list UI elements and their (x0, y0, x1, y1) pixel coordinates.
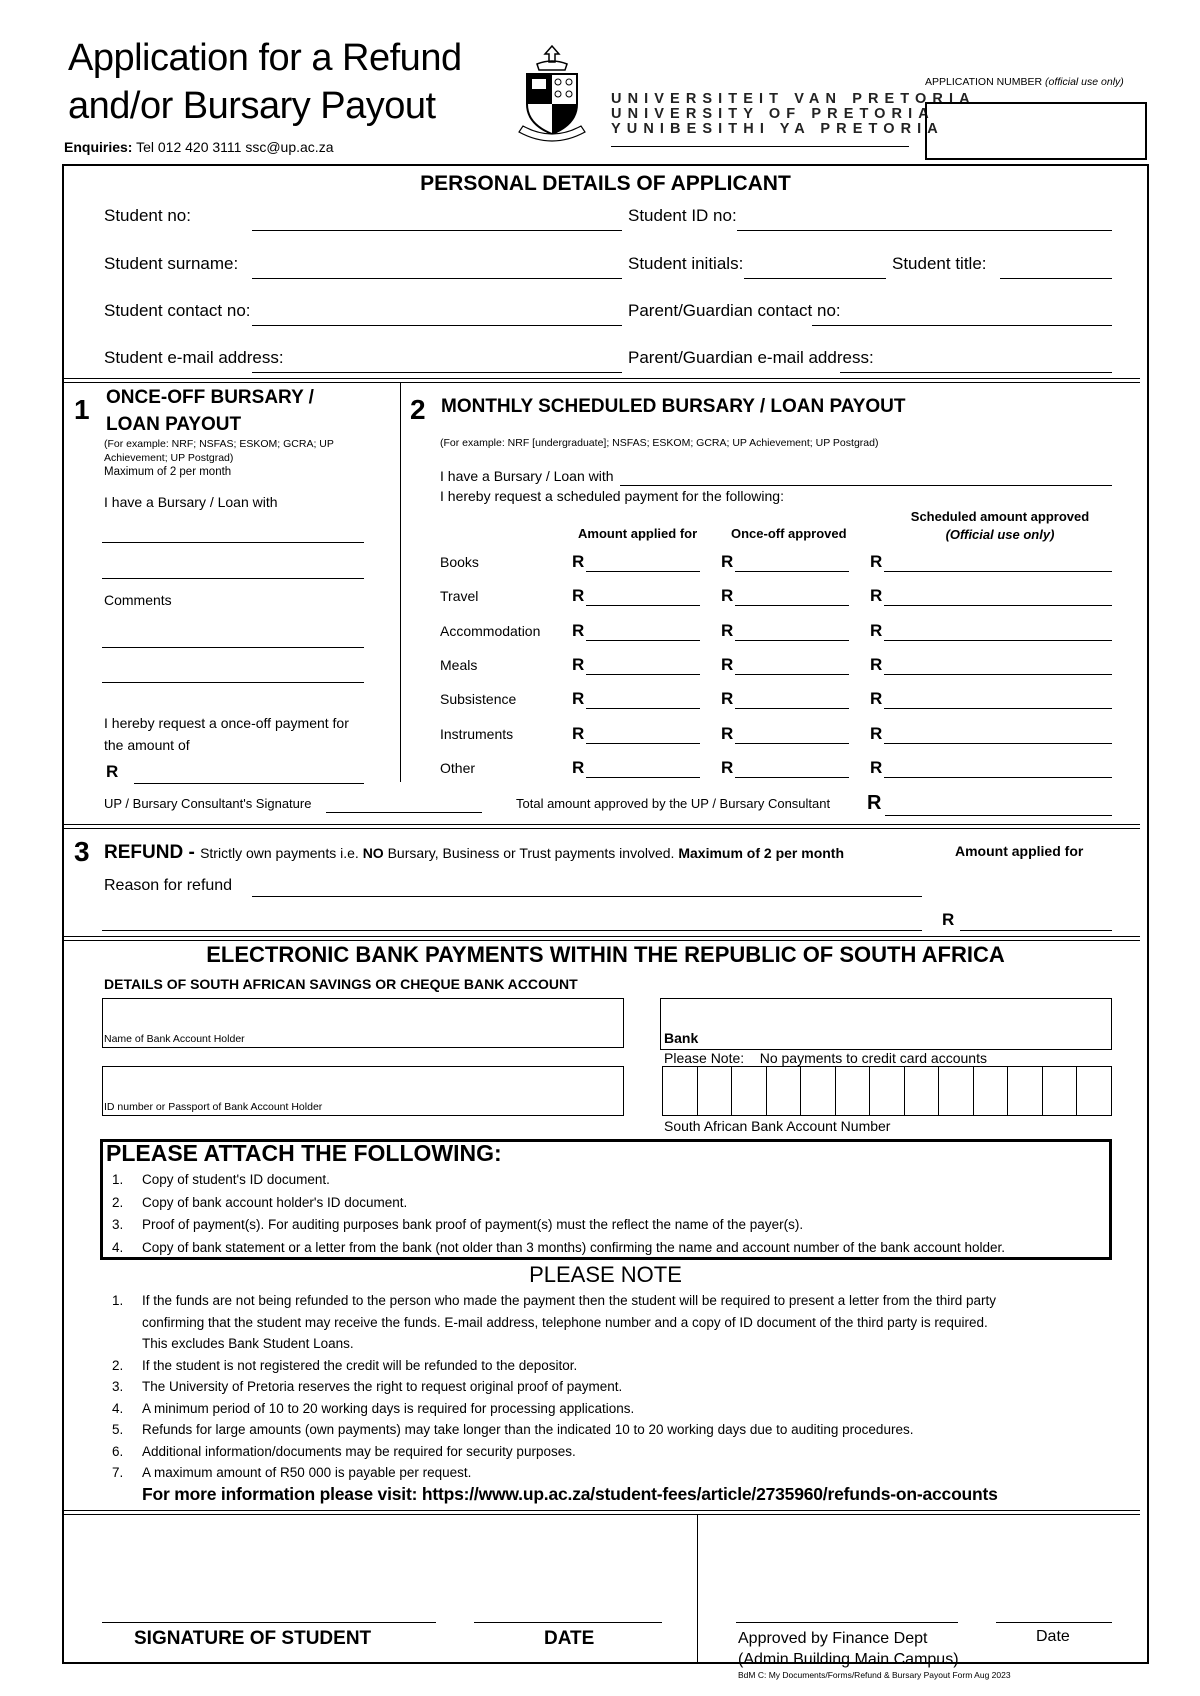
form-title-line1: Application for a Refund (68, 37, 462, 79)
scheduled-row-label: Accommodation (440, 623, 541, 639)
currency-symbol: R (572, 724, 585, 743)
contact-field[interactable] (252, 325, 622, 326)
note-item-number: 2. (112, 1357, 124, 1373)
note-item-text: If the funds are not being refunded to the person who made the payment then the student will be required to present a letter from the third party (142, 1293, 997, 1308)
university-name-sepedi: YUNIBESITHI YA PRETORIA (611, 121, 944, 137)
note-item (112, 1355, 996, 1377)
account-number-digit-box[interactable] (836, 1067, 871, 1115)
attach-item-text: Copy of bank statement or a letter from the bank (not older than 3 months) confirming the name and account number of the bank account holder. (142, 1239, 1005, 1255)
note-item-text: This excludes Bank Student Loans. (142, 1336, 354, 1351)
note-item (112, 1462, 996, 1484)
section1-bursary-field-1[interactable] (102, 542, 364, 543)
personal-details-heading: PERSONAL DETAILS OF APPLICANT (420, 172, 791, 195)
currency-symbol: R (572, 586, 585, 605)
scheduled-approved-field[interactable] (884, 743, 1112, 744)
note-item-number: 6. (112, 1443, 124, 1459)
section2-total-label: Total amount approved by the UP / Bursary Consultant (516, 796, 831, 811)
university-name-afrikaans: UNIVERSITEIT VAN PRETORIA (611, 91, 976, 107)
section1-request: I hereby request a once-off payment for the amount of (104, 715, 349, 753)
attach-item-number: 4. (112, 1239, 124, 1255)
attach-item (112, 1192, 1005, 1215)
account-number-boxes (662, 1066, 1112, 1116)
footer-divider (697, 1514, 698, 1664)
currency-symbol: R (870, 689, 883, 708)
attach-item-text: Copy of student's ID document. (142, 1172, 330, 1187)
note-item-text: A minimum period of 10 to 20 working days is required for processing applications. (142, 1400, 635, 1416)
surname-field[interactable] (252, 278, 622, 279)
enquiries-value: Tel 012 420 3111 ssc@up.ac.za (136, 139, 334, 155)
currency-symbol: R (721, 655, 734, 674)
col-scheduled-approved: Scheduled amount approved (Official use only) (910, 509, 1090, 542)
enquiries (64, 139, 333, 155)
currency-symbol: R (572, 758, 585, 777)
account-number-digit-box[interactable] (663, 1067, 698, 1115)
attach-item-number: 2. (112, 1194, 124, 1210)
section-divider (62, 1510, 1140, 1515)
currency-symbol: R (721, 689, 734, 708)
scheduled-row-label: Subsistence (440, 691, 517, 707)
bank-heading: ELECTRONIC BANK PAYMENTS WITHIN THE REPUBLIC OF SOUTH AFRICA (206, 942, 1005, 967)
finance-date-label: Date (1036, 1628, 1070, 1645)
scheduled-row-label: Other (440, 760, 476, 776)
section-divider (62, 936, 1140, 941)
section2-request: I hereby request a scheduled payment for the following: (440, 488, 784, 504)
note-item-number: 7. (112, 1465, 124, 1480)
account-holder-name-label: Name of Bank Account Holder (104, 1033, 245, 1045)
currency-symbol: R (870, 724, 883, 743)
title-label: Student title: (892, 254, 987, 273)
application-number-label: APPLICATION NUMBER (official use only) (925, 76, 1124, 88)
currency-symbol: R (721, 552, 734, 571)
section1-comments-label: Comments (104, 592, 172, 608)
attach-item-number: 3. (112, 1217, 124, 1232)
surname-label: Student surname: (104, 254, 239, 273)
currency-symbol: R (870, 621, 883, 640)
university-name (611, 92, 976, 137)
account-number-digit-box[interactable] (974, 1067, 1009, 1115)
section-divider (62, 378, 1140, 383)
section3-amount-applied: Amount applied for (955, 843, 1084, 859)
currency-symbol: R (721, 724, 734, 743)
scheduled-row-label: Instruments (440, 726, 514, 742)
note-item-text: confirming that the student may receive the funds. E-mail address, telephone number and a copy of ID document of the third party is required. (142, 1314, 988, 1330)
section1-currency: R (106, 762, 119, 781)
scheduled-row-label: Books (440, 554, 479, 570)
form-title (68, 34, 462, 130)
section1-signature-field[interactable] (326, 812, 482, 813)
section1-amount-field[interactable] (134, 783, 364, 784)
email-field[interactable] (252, 372, 622, 373)
section3-currency: R (942, 910, 955, 929)
once-off-approved-field[interactable] (735, 743, 849, 744)
col-once-off-approved: Once-off approved (731, 526, 847, 541)
attach-item (112, 1169, 1005, 1192)
finance-approval-field[interactable] (736, 1622, 958, 1623)
scheduled-approved-field[interactable] (884, 777, 1112, 778)
form-title-line2: and/or Bursary Payout (68, 85, 436, 127)
scheduled-row-label: Meals (440, 657, 478, 673)
note-item-number: 1. (112, 1293, 124, 1308)
section1-example: (For example: NRF; NSFAS; ESKOM; GCRA; UP Achievement; UP Postgrad) Maximum of 2 per month (104, 438, 334, 478)
parent-email-label: Parent/Guardian e-mail address: (628, 348, 874, 367)
more-info: For more information please visit: https://www.up.ac.za/student-fees/article/2735960/refunds-on-accounts (142, 1484, 998, 1504)
note-item-number: 5. (112, 1422, 124, 1437)
account-number-digit-box[interactable] (905, 1067, 940, 1115)
student-date-field[interactable] (474, 1622, 662, 1623)
currency-symbol: R (721, 758, 734, 777)
parent-email-field[interactable] (840, 372, 1112, 373)
account-number-digit-box[interactable] (939, 1067, 974, 1115)
note-item (112, 1333, 996, 1355)
contact-label: Student contact no: (104, 301, 251, 320)
note-item (112, 1441, 996, 1463)
amount-applied-field[interactable] (586, 674, 700, 675)
note-item (112, 1376, 996, 1398)
application-number-note: (official use only) (1045, 76, 1124, 88)
section3-amount-field[interactable] (960, 930, 1112, 931)
bank-name-field[interactable] (660, 998, 1112, 1050)
title-field[interactable] (1000, 278, 1112, 279)
scheduled-approved-field[interactable] (884, 674, 1112, 675)
attach-heading: PLEASE ATTACH THE FOLLOWING: (106, 1140, 502, 1166)
amount-applied-field[interactable] (586, 571, 700, 572)
attach-item-number: 1. (112, 1172, 124, 1187)
account-number-digit-box[interactable] (767, 1067, 802, 1115)
section2-total-currency: R (867, 792, 882, 814)
enquiries-label: Enquiries: (64, 139, 133, 155)
section3-number: 3 (74, 836, 90, 867)
currency-symbol: R (870, 758, 883, 777)
amount-applied-field[interactable] (586, 777, 700, 778)
currency-symbol: R (721, 621, 734, 640)
scheduled-approved-field[interactable] (884, 571, 1112, 572)
section3-reason-field-1[interactable] (252, 896, 922, 897)
account-number-digit-box[interactable] (1043, 1067, 1078, 1115)
once-off-approved-field[interactable] (735, 708, 849, 709)
university-name-underline (611, 146, 909, 147)
note-item (112, 1419, 996, 1441)
account-number-digit-box[interactable] (732, 1067, 767, 1115)
section3-reason-label: Reason for refund (104, 877, 233, 894)
scheduled-approved-field[interactable] (884, 708, 1112, 709)
currency-symbol: R (572, 552, 585, 571)
section1-comments-field-1[interactable] (102, 647, 364, 648)
application-number-field[interactable] (925, 102, 1147, 160)
student-id-label: Student ID no: (628, 206, 737, 225)
initials-label: Student initials: (628, 254, 744, 273)
section2-bursary-field[interactable] (620, 485, 1112, 486)
section1-title: ONCE-OFF BURSARY / LOAN PAYOUT (106, 387, 314, 435)
university-crest-logo (515, 42, 590, 147)
once-off-approved-field[interactable] (735, 571, 849, 572)
note-item-number: 4. (112, 1400, 124, 1416)
section-divider (62, 824, 1140, 829)
col-amount-applied: Amount applied for (578, 526, 698, 541)
attach-item-text: Proof of payment(s). For auditing purposes bank proof of payment(s) must the reflect the name of the payer(s). (142, 1217, 804, 1232)
account-number-digit-box[interactable] (801, 1067, 836, 1115)
parent-contact-label: Parent/Guardian contact no: (628, 301, 841, 320)
university-name-english: UNIVERSITY OF PRETORIA (611, 106, 935, 122)
note-item (112, 1312, 996, 1334)
once-off-approved-field[interactable] (735, 605, 849, 606)
attach-list (112, 1169, 1005, 1259)
section1-signature-label: UP / Bursary Consultant's Signature (104, 796, 312, 811)
bank-note: Please Note: No payments to credit card accounts (664, 1050, 987, 1066)
parent-contact-field[interactable] (812, 325, 1112, 326)
student-id-field[interactable] (737, 230, 1112, 231)
note-item-text: The University of Pretoria reserves the right to request original proof of payment. (142, 1379, 623, 1394)
note-item-text: Refunds for large amounts (own payments) may take longer than the indicated 10 to 20 working days due to auditing procedures. (142, 1422, 914, 1437)
account-number-digit-box[interactable] (698, 1067, 733, 1115)
currency-symbol: R (870, 655, 883, 674)
account-number-label: South African Bank Account Number (664, 1118, 891, 1134)
section2-number: 2 (410, 394, 426, 425)
account-number-digit-box[interactable] (1008, 1067, 1043, 1115)
note-list (112, 1290, 996, 1484)
currency-symbol: R (572, 689, 585, 708)
note-item (112, 1290, 996, 1312)
section3-reason-field-2[interactable] (102, 930, 922, 931)
scheduled-approved-field[interactable] (884, 605, 1112, 606)
note-item-number: 3. (112, 1379, 124, 1394)
student-signature-field[interactable] (102, 1622, 436, 1623)
section1-2-divider (400, 382, 401, 782)
section2-total-field[interactable] (885, 815, 1112, 816)
note-item (112, 1398, 996, 1420)
student-date-label: DATE (544, 1628, 595, 1649)
student-no-label: Student no: (104, 206, 191, 225)
note-item-text: A maximum amount of R50 000 is payable per request. (142, 1465, 472, 1480)
amount-applied-field[interactable] (586, 605, 700, 606)
once-off-approved-field[interactable] (735, 777, 849, 778)
section2-example: (For example: NRF [undergraduate]; NSFAS; ESKOM; GCRA; UP Achievement; UP Postgrad) (440, 437, 879, 449)
student-signature-label: SIGNATURE OF STUDENT (134, 1628, 372, 1649)
amount-applied-field[interactable] (586, 708, 700, 709)
note-heading: PLEASE NOTE (529, 1262, 682, 1287)
student-no-field[interactable] (252, 230, 622, 231)
currency-symbol: R (572, 655, 585, 674)
initials-field[interactable] (744, 278, 886, 279)
once-off-approved-field[interactable] (735, 640, 849, 641)
attach-item-text: Copy of bank account holder's ID document. (142, 1194, 408, 1210)
section3-title: REFUND - Strictly own payments i.e. NO Bursary, Business or Trust payments involved. Maximum of 2 per month (104, 842, 845, 863)
account-number-digit-box[interactable] (870, 1067, 905, 1115)
currency-symbol: R (572, 621, 585, 640)
note-item-text: If the student is not registered the credit will be refunded to the depositor. (142, 1357, 578, 1373)
section1-number: 1 (74, 394, 90, 425)
email-label: Student e-mail address: (104, 348, 284, 367)
bank-name-label: Bank (664, 1030, 699, 1046)
finance-date-field[interactable] (996, 1622, 1112, 1623)
section2-have-bursary: I have a Bursary / Loan with (440, 468, 614, 484)
amount-applied-field[interactable] (586, 640, 700, 641)
scheduled-approved-field[interactable] (884, 640, 1112, 641)
account-holder-id-label: ID number or Passport of Bank Account Holder (104, 1101, 323, 1113)
attach-item (112, 1237, 1005, 1260)
finance-approval-label: Approved by Finance Dept (Admin Building Main Campus) (738, 1630, 959, 1668)
currency-symbol: R (870, 552, 883, 571)
section1-bursary-field-2[interactable] (102, 578, 364, 579)
attach-item (112, 1214, 1005, 1237)
currency-symbol: R (721, 586, 734, 605)
amount-applied-field[interactable] (586, 743, 700, 744)
section2-title: MONTHLY SCHEDULED BURSARY / LOAN PAYOUT (441, 396, 906, 417)
currency-symbol: R (870, 586, 883, 605)
account-number-digit-box[interactable] (1077, 1067, 1111, 1115)
bank-subheading: DETAILS OF SOUTH AFRICAN SAVINGS OR CHEQUE BANK ACCOUNT (104, 976, 578, 992)
section1-comments-field-2[interactable] (102, 682, 364, 683)
document-path: BdM C: My Documents/Forms/Refund & Bursary Payout Form Aug 2023 (738, 1670, 1011, 1680)
note-item-text: Additional information/documents may be required for security purposes. (142, 1443, 576, 1459)
once-off-approved-field[interactable] (735, 674, 849, 675)
section1-have-bursary: I have a Bursary / Loan with (104, 494, 278, 510)
scheduled-row-label: Travel (440, 588, 479, 604)
